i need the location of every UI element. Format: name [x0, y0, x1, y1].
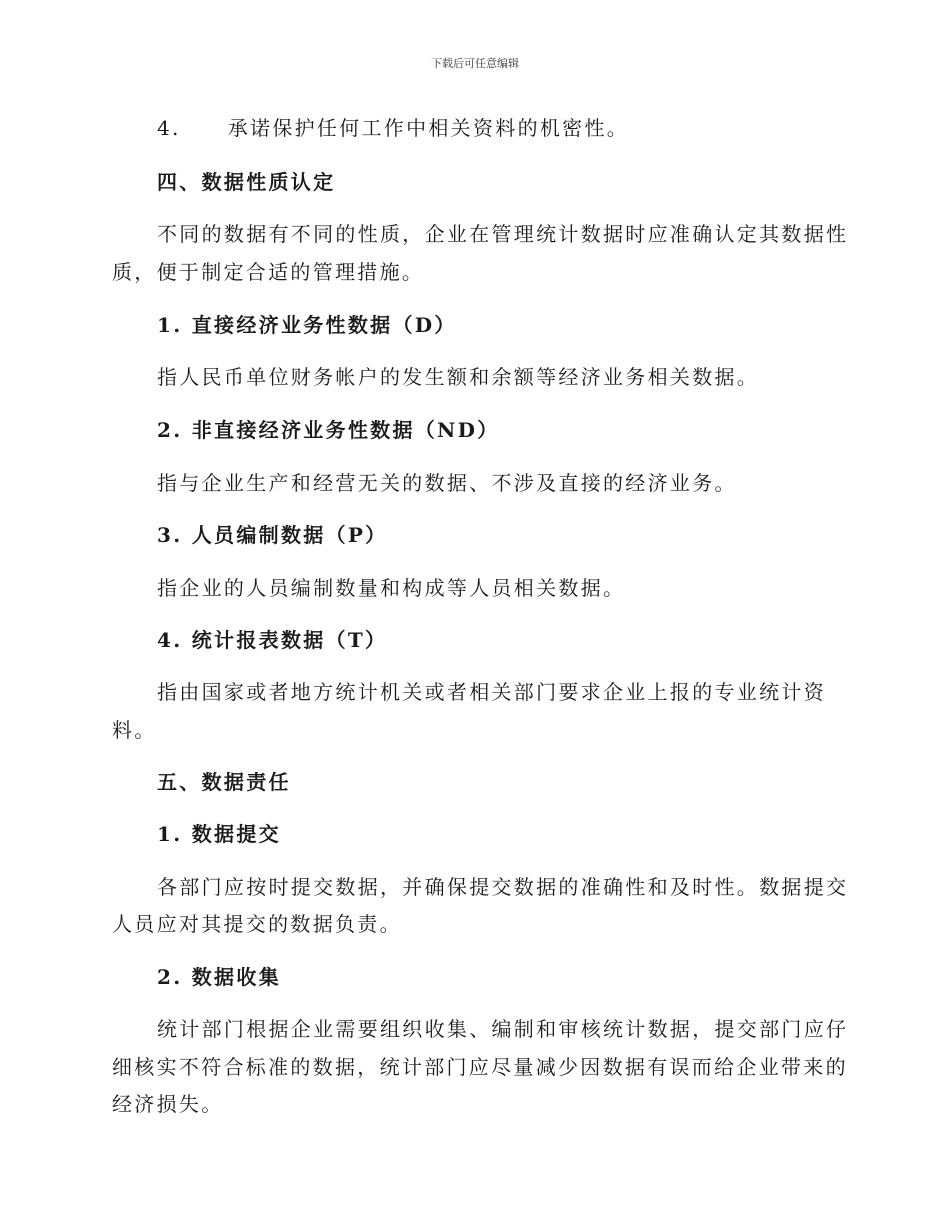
section-4-heading-1: 1. 直接经济业务性数据（D） — [157, 313, 457, 337]
section-4-heading-2: 2. 非直接经济业务性数据（ND） — [157, 418, 500, 442]
section-4-heading-3: 3. 人员编制数据（P） — [157, 523, 388, 547]
section-5-paragraph-2-line2: 细核实不符合标准的数据，统计部门应尽量减少因数据有误而给企业带来的 — [112, 1055, 848, 1079]
section-5-paragraph-2-line3: 经济损失。 — [112, 1092, 224, 1116]
section-5-title: 五、数据责任 — [157, 770, 291, 794]
section-4-intro-line1: 不同的数据有不同的性质，企业在管理统计数据时应准确认定其数据性 — [157, 222, 849, 246]
section-4-paragraph-1: 指人民币单位财务帐户的发生额和余额等经济业务相关数据。 — [157, 365, 760, 389]
section-4-paragraph-4-line2: 料。 — [112, 718, 157, 742]
page-header: 下载后可任意编辑 — [431, 57, 519, 70]
section-4-paragraph-3: 指企业的人员编制数量和构成等人员相关数据。 — [157, 576, 626, 600]
section-4-paragraph-4-line1: 指由国家或者地方统计机关或者相关部门要求企业上报的专业统计资 — [157, 680, 826, 704]
section-5-paragraph-1-line2: 人员应对其提交的数据负责。 — [112, 912, 402, 936]
section-5-paragraph-2-line1: 统计部门根据企业需要组织收集、编制和审核统计数据，提交部门应仔 — [157, 1017, 849, 1041]
item-4-line — [157, 116, 629, 140]
item-4-text: 承诺保护任何工作中相关资料的机密性。 — [227, 116, 630, 140]
section-4-title: 四、数据性质认定 — [157, 170, 336, 194]
section-4-paragraph-2: 指与企业生产和经营无关的数据、不涉及直接的经济业务。 — [157, 471, 737, 495]
section-5-heading-2: 2. 数据收集 — [157, 965, 281, 989]
item-4-number: 4. — [157, 116, 181, 140]
section-5-paragraph-1-line1: 各部门应按时提交数据，并确保提交数据的准确性和及时性。数据提交 — [157, 875, 849, 899]
section-5-heading-1: 1. 数据提交 — [157, 822, 281, 846]
section-4-heading-4: 4. 统计报表数据（T） — [157, 628, 388, 652]
section-4-intro-line2: 质，便于制定合适的管理措施。 — [112, 260, 425, 284]
